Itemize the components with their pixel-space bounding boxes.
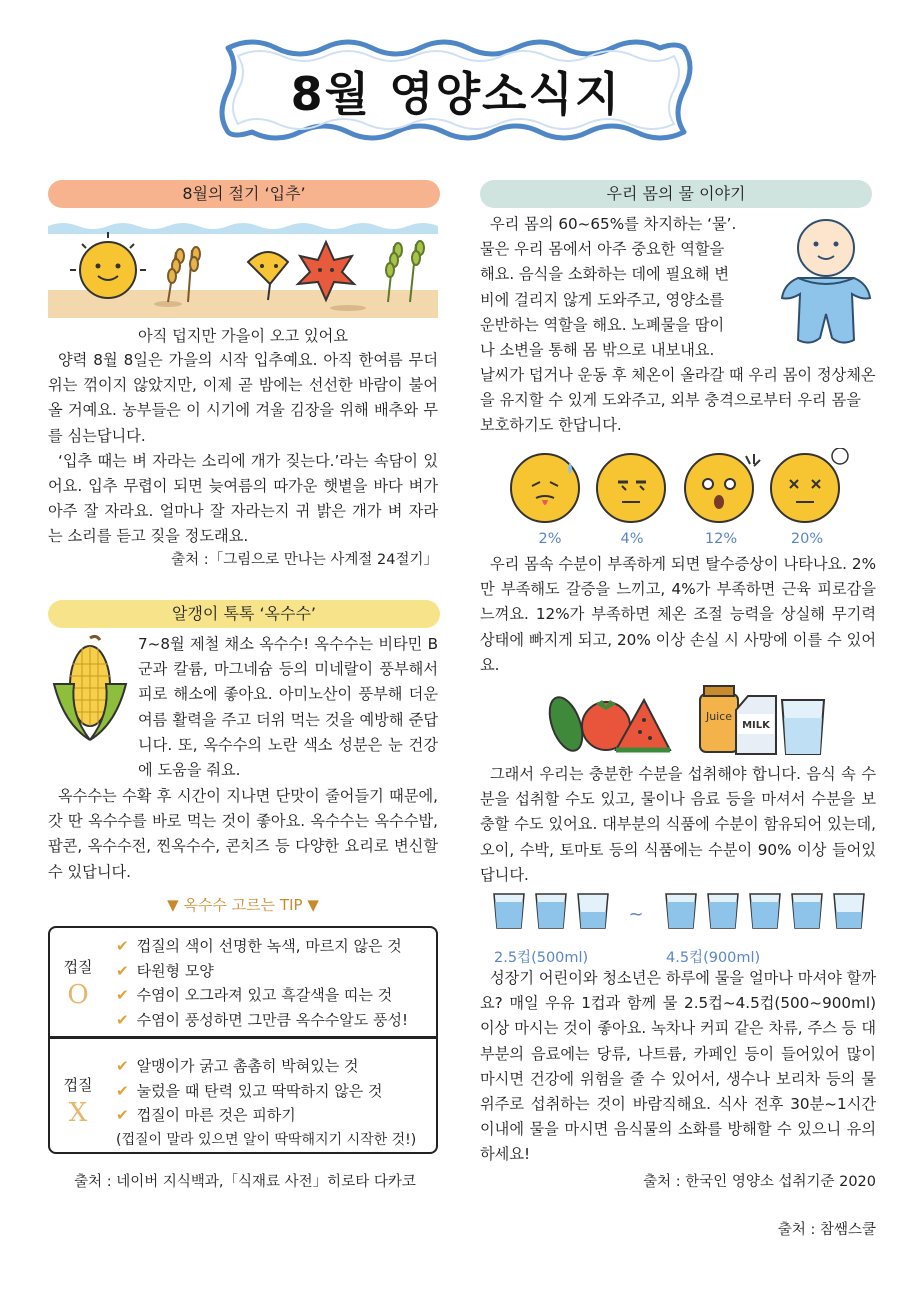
juice-label: Juice [705,710,733,723]
check-icon: ✔ [116,1081,129,1100]
ipchu-caption: 아직 덥지만 가을이 오고 있어요 [137,327,349,345]
tip-good-mark: O [67,980,89,1010]
dehydration-body [480,552,876,678]
section-heading-water: 우리 몸의 물 이야기 [480,180,872,208]
corn-source: 출처 : 네이버 지식백과,「식재료 사전」히로타 다카코 [74,1174,416,1190]
tip-bad-label: 껍질 [63,1076,93,1094]
tip-good-list [116,934,436,1032]
tip-bad-item: ✔ 눌렀을 때 탄력 있고 딱딱하지 않은 것 [116,1081,383,1100]
water-body-character [776,214,876,350]
dehydration-percent-4: 4% [620,531,644,547]
ipchu-illustration [48,222,438,318]
tip-bad-item: ✔ 껍질이 마른 것은 피하기 [116,1106,296,1124]
milk-label: MILK [742,720,770,731]
corn-tip-title: ▼ 옥수수 고르는 TIP ▼ [167,896,319,914]
water-foods-illustration [544,680,834,756]
check-icon: ✔ [116,1057,129,1075]
tip-good-item: ✔ 수염이 오그라져 있고 흑갈색을 띠는 것 [116,986,393,1004]
dehydration-paragraph: 우리 몸속 수분이 부족하게 되면 탈수증상이 나타나요. 2%만 부족해도 갈증을 느끼고, 4%가 부족하면 근육 피로감을 느껴요. 12%가 부족하면 체온 조절 능력을 상실해 무기력 상태에 빠지게 되고, 20% 이상 손실 시 사망에 이를 수 있어요. [480,555,876,674]
tip-good-item: ✔ 타원형 모양 [116,961,214,980]
ipchu-body [48,348,438,550]
water-line: 나 소변을 통해 몸 밖으로 내보내요. [480,341,715,360]
footer-source: 출처 : 참쌤스쿨 [777,1222,876,1238]
tip-bad-item: ✔ 알맹이가 굵고 촘촘히 박혀있는 것 [116,1057,359,1075]
section-heading-corn: 알갱이 톡톡 ‘옥수수’ [48,600,440,628]
water-line: 비에 걸리지 않게 도와주고, 영양소를 [480,290,725,309]
milk-carton-icon [736,696,776,754]
water-intake-paragraph: 그래서 우리는 충분한 수분을 섭취해야 합니다. 음식 속 수분을 섭취할 수도 있고, 물이나 음료 등을 마셔서 수분을 보충할 수도 있어요. 대부분의 식품에 수분이 함유되어 있는데, 오이, 수박, 토마토 등의 식품에는 수분이 90% 이상 들어있답니다. [480,765,876,884]
corn-icon [50,634,130,744]
corn-body-1-top [138,632,438,783]
shocked-face-icon [685,454,760,522]
water-line: 해요. 음식을 소화하는 데에 필요해 변 [480,265,730,284]
corn-tip-divider [48,1036,438,1039]
dehydration-percent-12: 12% [704,531,738,547]
water-glass-icon [782,700,824,754]
ipchu-paragraph-1: 양력 8월 8일은 가을의 시작 입추예요. 아직 한여름 무더위는 꺾이지 않았지만, 이제 곧 밤에는 선선한 바람이 불어올 거예요. 농부들은 이 시기에 겨울 김장을 위해 배추와 무를 심는답니다. [48,351,438,445]
check-icon: ✔ [116,986,129,1004]
dehydration-percent-20: 20% [790,531,824,547]
section-heading-ipchu: 8월의 절기 ‘입추’ [48,180,440,208]
check-icon: ✔ [116,1010,129,1029]
water-source: 출처 : 한국인 영양소 섭취기준 2020 [643,1174,876,1190]
juice-jar-icon [700,686,738,752]
check-icon: ✔ [116,961,129,980]
cups-min-label: 2.5컵(500ml) [494,950,589,966]
cups-range-tilde: ~ [628,904,644,925]
water-line: 운반하는 역할을 해요. 노폐물을 땀이 [480,315,725,334]
tip-good-label: 껍질 [63,958,93,976]
water-intro-rest: 날씨가 덥거나 운동 후 체온이 올라갈 때 우리 몸이 정상체온을 유지할 수 있게 도와주고, 외부 충격으로부터 우리 몸을 보호하기도 한답니다. [480,366,876,435]
water-intro-block [480,212,760,363]
tired-face-icon [597,454,665,522]
dizzy-face-icon [771,448,848,522]
corn-body-2 [48,784,438,885]
check-icon: ✔ [116,937,129,955]
water-intake-body [480,762,876,888]
water-line: 물은 우리 몸에서 아주 중요한 역할을 [480,240,725,259]
tip-bad-mark: X [68,1098,88,1128]
thirsty-face-icon [511,454,579,522]
ipchu-paragraph-2: ‘입추 때는 벼 자라는 소리에 개가 짖는다.’라는 속담이 있어요. 입추 무렵이 되면 늦여름의 따가운 햇볕을 바다 벼가 아주 잘 자라요. 얼마나 잘 자라는지 귀 밝은 개가 벼 자라는 소리를 듣고 짖을 정도래요. [48,451,438,546]
cups-max-label: 4.5컵(900ml) [666,950,761,966]
tip-bad-note: (껍질이 말라 있으면 알이 딱딱해지기 시작한 것!) [116,1132,417,1148]
check-icon: ✔ [116,1106,129,1124]
corn-paragraph-1: 7~8월 제철 채소 옥수수! 옥수수는 비타민 B군과 칼륨, 마그네슘 등의 미네랄이 풍부해서 피로 해소에 좋아요. 아미노산이 풍부해 더운 여름 활력을 주고 더위 먹는 것을 예방해 준답니다. 또, 옥수수의 노란 색소 성분은 눈 건강에 도움을 줘요. [138,635,438,780]
water-line: 우리 몸의 60~65%를 차지하는 ‘물’. [490,215,737,233]
dehydration-percent-2: 2% [538,531,562,547]
page-title: 8월 영양소식지 [290,67,622,121]
corn-paragraph-2: 옥수수는 수확 후 시간이 지나면 단맛이 줄어들기 때문에, 갓 딴 옥수수를 바로 먹는 것이 좋아요. 옥수수는 옥수수밥, 팝콘, 옥수수전, 찐옥수수, 콘치즈 등 다양한 요리로 변신할 수 있답니다. [48,787,438,881]
tip-good-item: ✔ 수염이 풍성하면 그만큼 옥수수알도 풍성! [116,1010,408,1029]
ipchu-source: 출처 :「그림으로 만나는 사계절 24절기」 [171,552,438,568]
water-cups-row [490,890,872,930]
drinking-guide-paragraph: 성장기 어린이와 청소년은 하루에 물을 얼마나 마셔야 할까요? 매일 우유 1컵과 함께 물 2.5컵~4.5컵(500~900ml) 이상 마시는 것이 좋아요. 녹차나 커피 같은 차류, 주스 등 대부분의 음료에는 당류, 나트륨, 카페인 등이 들어있어 많이 마시면 건강에 위험을 줄 수 있어서, 생수나 보리차 등의 물 위주로 섭취하는 것이 바람직해요. 식사 전후 30분~1시간 이내에 물을 마시면 음식물의 소화를 방해할 수 있으니 유의하세요! [480,969,876,1164]
tip-bad-list [116,1054,436,1128]
dehydration-faces [500,448,860,528]
drinking-guide-body [480,966,876,1168]
tip-good-item: ✔ 껍질의 색이 선명한 녹색, 마르지 않은 것 [116,937,402,955]
